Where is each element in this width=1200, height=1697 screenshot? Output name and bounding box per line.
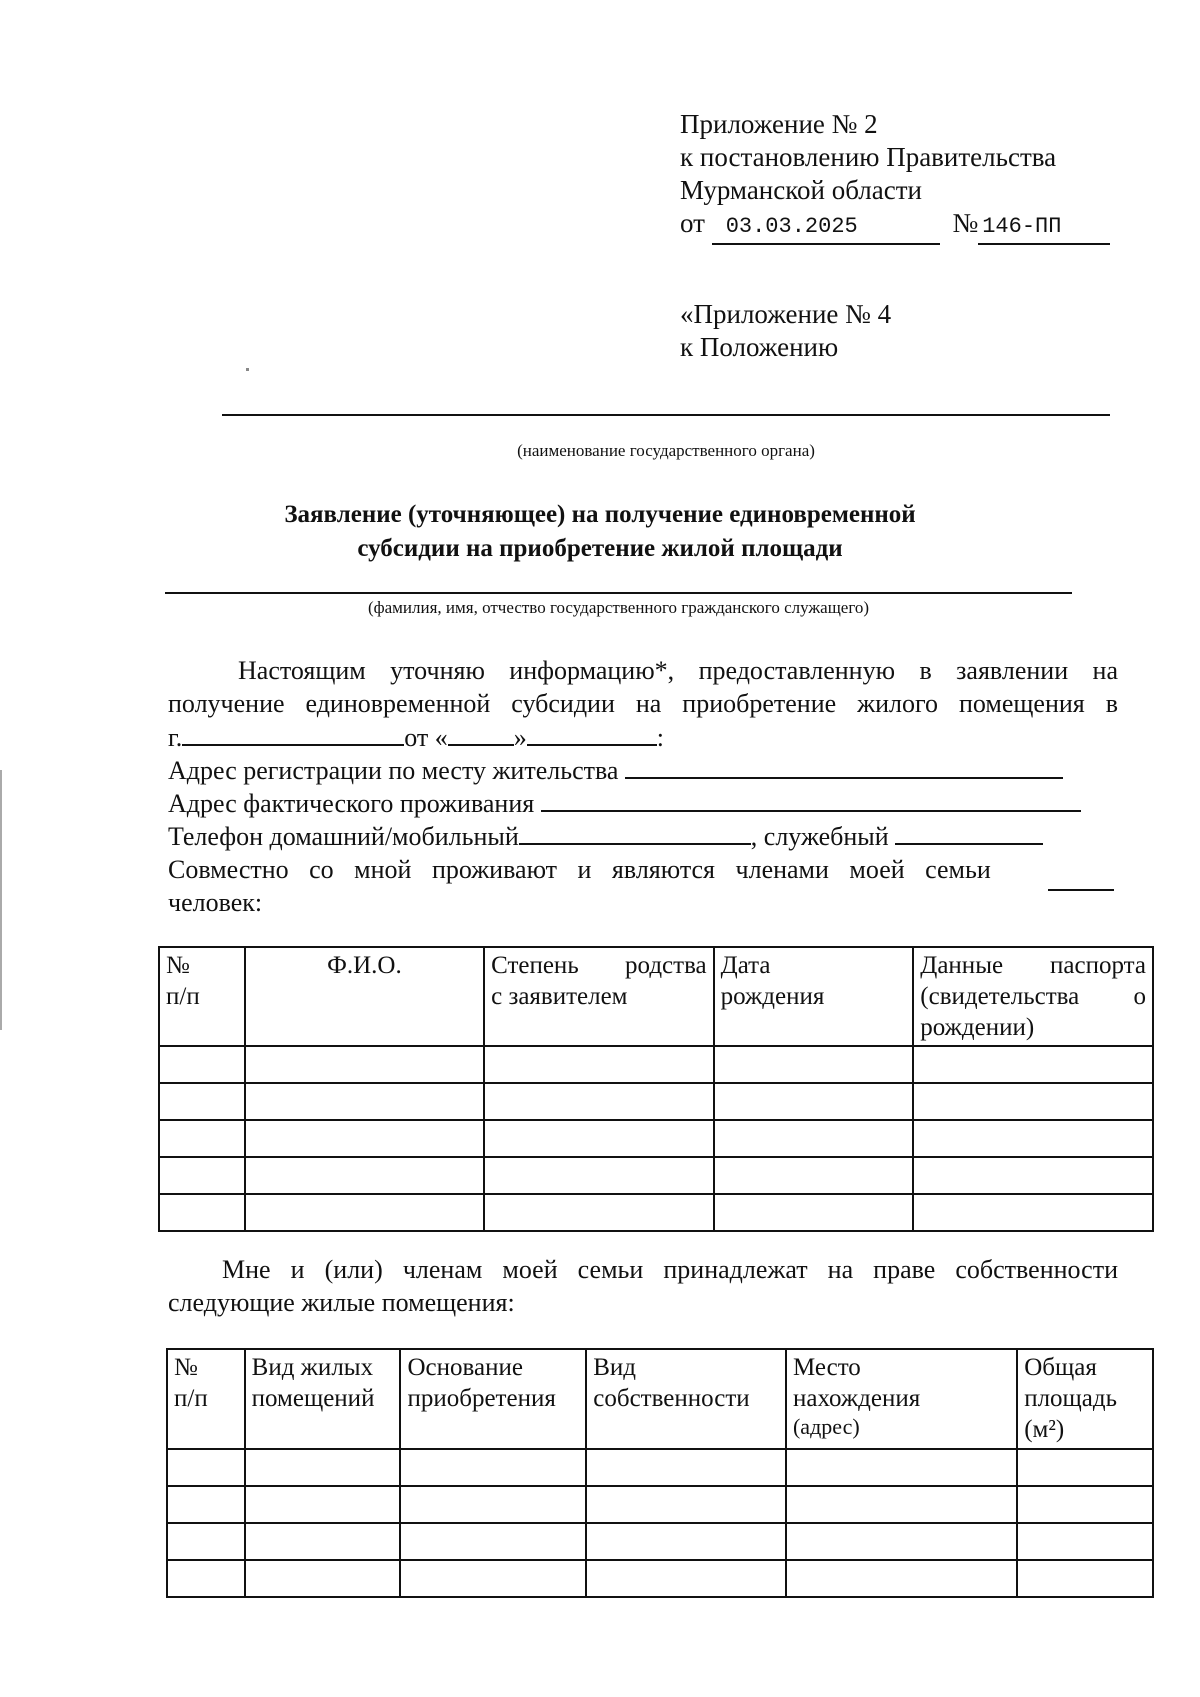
prop-header-area [1017, 1349, 1153, 1449]
table-cell[interactable] [159, 1194, 245, 1231]
title-line-2: субсидии на приобретение жилой площади [357, 535, 843, 562]
table-cell[interactable] [786, 1560, 1017, 1597]
prop-header-num-2: п/п [174, 1385, 208, 1412]
appendix-line-3: Мурманской области [680, 175, 922, 205]
fact-address-field[interactable] [541, 788, 1081, 812]
table-cell[interactable] [484, 1046, 714, 1083]
table-cell[interactable] [167, 1486, 245, 1523]
phone-home-label: Телефон домашний/мобильный [168, 822, 519, 851]
table-cell[interactable] [159, 1046, 245, 1083]
prop-header-ownership-1: Вид [593, 1354, 637, 1381]
header-fio-1: Ф.И.О. [327, 952, 402, 979]
date-ot: от « [404, 723, 448, 752]
number-field: 146-ПП [978, 210, 1110, 245]
table-cell[interactable] [167, 1523, 245, 1560]
table-cell[interactable] [167, 1449, 245, 1486]
property-intro-line-1: Мне и (или) членам моей семьи принадлежат на праве собственности [222, 1255, 1118, 1284]
scan-edge-mark [0, 770, 2, 1030]
table-cell[interactable] [714, 1194, 914, 1231]
date-quote: » [513, 723, 527, 752]
prop-header-type-2: помещений [251, 1385, 375, 1412]
header-passport-3: рождении) [920, 1014, 1035, 1041]
header-passport-2: (свидетельства о [920, 983, 1146, 1010]
city-field[interactable] [182, 722, 404, 746]
phone-home-field[interactable] [519, 821, 751, 845]
table-cell[interactable] [400, 1449, 586, 1486]
table-cell[interactable] [484, 1194, 714, 1231]
family-table-row [159, 1194, 1153, 1231]
appendix-date-number [680, 207, 1110, 245]
table-cell[interactable] [159, 1120, 245, 1157]
header-relation-1: Степень родства [491, 952, 707, 979]
intro-line-1: Настоящим уточняю информацию*, предоставленную в заявлении на [238, 656, 1118, 685]
header-num [159, 947, 245, 1046]
phone-row [168, 820, 1118, 853]
table-cell[interactable] [245, 1486, 401, 1523]
table-cell[interactable] [786, 1523, 1017, 1560]
prop-header-num [167, 1349, 245, 1449]
property-table-row [167, 1523, 1153, 1560]
table-cell[interactable] [245, 1046, 484, 1083]
colon: : [656, 723, 664, 752]
phone-work-field[interactable] [895, 821, 1043, 845]
organ-caption: (наименование государственного органа) [517, 441, 815, 460]
intro-line-2: получение единовременной субсидии на приобретение жилого помещения в [168, 689, 1118, 718]
date-prefix: от [680, 208, 705, 238]
table-cell[interactable] [586, 1523, 786, 1560]
city-prefix: г. [168, 723, 183, 752]
prop-header-location-2: нахождения [792, 1385, 921, 1412]
prop-header-ownership-2: собственности [593, 1385, 750, 1412]
table-cell[interactable] [1017, 1560, 1153, 1597]
fact-address-row [168, 787, 1118, 820]
header-birthdate [714, 947, 914, 1046]
number-prefix: № [952, 208, 979, 238]
scan-dot [246, 368, 249, 371]
table-cell[interactable] [245, 1449, 401, 1486]
sub-appendix [680, 298, 891, 364]
phone-work-label: , служебный [750, 822, 889, 851]
table-cell[interactable] [484, 1157, 714, 1194]
property-table-body [167, 1449, 1153, 1597]
appendix-header [680, 108, 1110, 245]
header-relation-2: с заявителем [491, 983, 628, 1010]
family-row [168, 853, 1048, 886]
table-cell[interactable] [913, 1157, 1153, 1194]
table-cell[interactable] [245, 1157, 484, 1194]
prop-header-location [786, 1349, 1017, 1449]
reg-address-field[interactable] [625, 755, 1063, 779]
table-cell[interactable] [1017, 1523, 1153, 1560]
prop-header-type [245, 1349, 401, 1449]
table-cell[interactable] [1017, 1486, 1153, 1523]
reg-address-label: Адрес регистрации по месту жительства [168, 756, 619, 785]
title-line-1: Заявление (уточняющее) на получение единовременной [284, 501, 916, 528]
family-table-row [159, 1157, 1153, 1194]
table-cell[interactable] [714, 1083, 914, 1120]
table-cell[interactable] [786, 1449, 1017, 1486]
prop-header-location-1: Место [792, 1354, 861, 1381]
family-members-table [158, 946, 1154, 1232]
reg-address-row [168, 754, 1118, 787]
appendix-line-2: к постановлению Правительства [680, 142, 1057, 172]
prop-header-basis-1: Основание [407, 1354, 523, 1381]
table-cell[interactable] [245, 1083, 484, 1120]
sub-appendix-line-2: к Положению [680, 332, 839, 362]
table-cell[interactable] [714, 1046, 914, 1083]
table-cell[interactable] [400, 1560, 586, 1597]
family-table-body [159, 1046, 1153, 1231]
family-table-header-row [159, 947, 1153, 1046]
family-table-row [159, 1120, 1153, 1157]
prop-header-basis [400, 1349, 586, 1449]
property-table [166, 1348, 1154, 1598]
prop-header-area-1: Общая [1024, 1354, 1097, 1381]
table-cell[interactable] [786, 1486, 1017, 1523]
table-cell[interactable] [484, 1120, 714, 1157]
table-cell[interactable] [586, 1560, 786, 1597]
family-line-2: человек: [168, 888, 263, 917]
header-fio [245, 947, 484, 1046]
table-cell[interactable] [714, 1157, 914, 1194]
prop-header-area-3: (м²) [1024, 1416, 1065, 1443]
header-passport-1: Данные паспорта [920, 952, 1146, 979]
prop-header-area-2: площадь [1024, 1385, 1118, 1412]
prop-header-type-1: Вид жилых [251, 1354, 374, 1381]
fio-caption: (фамилия, имя, отчество государственного гражданского служащего) [367, 598, 870, 617]
family-label: Совместно со мной проживают и являются членами моей семьи [168, 855, 991, 884]
family-table-row [159, 1046, 1153, 1083]
date-field: 03.03.2025 [712, 210, 940, 245]
day-field[interactable] [448, 722, 514, 746]
property-table-header-row [167, 1349, 1153, 1449]
table-cell[interactable] [167, 1560, 245, 1597]
table-cell[interactable] [913, 1120, 1153, 1157]
document-title [240, 498, 960, 566]
table-cell[interactable] [159, 1157, 245, 1194]
table-cell[interactable] [586, 1449, 786, 1486]
property-table-row [167, 1486, 1153, 1523]
header-birthdate-1: Дата [720, 952, 771, 979]
header-relation [484, 947, 714, 1046]
sub-appendix-line-1: «Приложение № 4 [680, 299, 892, 329]
header-birthdate-2: рождения [720, 983, 825, 1010]
table-cell[interactable] [714, 1120, 914, 1157]
fact-address-label: Адрес фактического проживания [168, 789, 535, 818]
table-cell[interactable] [159, 1083, 245, 1120]
property-table-row [167, 1449, 1153, 1486]
month-year-field[interactable] [527, 722, 657, 746]
table-cell[interactable] [245, 1523, 401, 1560]
family-table-row [159, 1083, 1153, 1120]
property-intro-line-2: следующие жилые помещения: [168, 1288, 515, 1317]
header-passport [913, 947, 1153, 1046]
table-cell[interactable] [245, 1194, 484, 1231]
table-cell[interactable] [400, 1523, 586, 1560]
header-num-1: № [166, 952, 190, 979]
prop-header-location-3: (адрес) [792, 1414, 860, 1439]
table-cell[interactable] [484, 1083, 714, 1120]
table-cell[interactable] [913, 1046, 1153, 1083]
table-cell[interactable] [245, 1120, 484, 1157]
table-cell[interactable] [913, 1083, 1153, 1120]
table-cell[interactable] [586, 1486, 786, 1523]
appendix-line-1: Приложение № 2 [680, 109, 878, 139]
table-cell[interactable] [245, 1560, 401, 1597]
prop-header-basis-2: приобретения [407, 1385, 556, 1412]
prop-header-num-1: № [174, 1354, 198, 1381]
header-num-2: п/п [166, 983, 200, 1010]
property-table-row [167, 1560, 1153, 1597]
fio-line[interactable] [165, 592, 1072, 594]
organ-name-line[interactable] [222, 414, 1110, 416]
table-cell[interactable] [400, 1486, 586, 1523]
intro-line-3 [168, 721, 1118, 754]
table-cell[interactable] [1017, 1449, 1153, 1486]
table-cell[interactable] [913, 1194, 1153, 1231]
prop-header-ownership [586, 1349, 786, 1449]
